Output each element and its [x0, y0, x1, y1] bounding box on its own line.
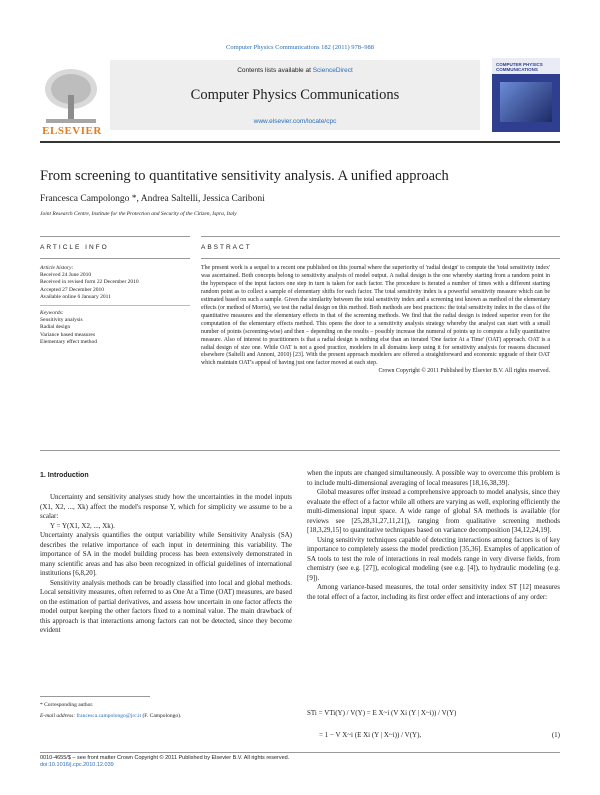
author-list: Francesca Campolongo *, Andrea Saltelli, Jessica Cariboni: [40, 194, 265, 204]
abstract-copyright: Crown Copyright © 2011 Published by Elsevier B.V. All rights reserved.: [378, 368, 550, 375]
keywords-title: Keywords:: [40, 310, 64, 317]
equation-line: = 1 − V X~i (E Xi (Y | X~i)) / V(Y),: [319, 731, 422, 739]
elsevier-tree-logo: [40, 65, 102, 127]
masthead-banner: [110, 60, 480, 130]
footnote-rule: [40, 696, 150, 697]
affiliation: Joint Research Centre, Institute for the Protection and Security of the Citizen, Ispra, Italy: [40, 211, 237, 217]
history-item: Received 24 June 2010: [40, 272, 92, 279]
equation-number: (1): [551, 731, 560, 739]
article-info-label: ARTICLE INFO: [40, 244, 109, 251]
body-right-column: [307, 469, 560, 602]
journal-reference[interactable]: Computer Physics Communications 182 (2011) 978–988: [226, 44, 374, 51]
info-label-rule: [40, 258, 190, 259]
info-top-rule: [40, 236, 190, 237]
article-info-column: [40, 265, 190, 346]
history-item: Received in revised form 22 December 2010: [40, 279, 139, 286]
cover-title: COMPUTER PHYSICS COMMUNICATIONS: [496, 62, 543, 72]
paragraph: Uncertainty and sensitivity analyses study how the uncertainties in the model inputs (X1, X2, ..., Xk) affect the model's response Y, which for simplicity we assume to be a scalar:: [40, 493, 292, 520]
abstract-top-rule: [201, 236, 560, 237]
journal-title: Computer Physics Communications: [190, 87, 400, 103]
history-item: Accepted 27 December 2010: [40, 286, 104, 293]
equation-1: [307, 705, 560, 751]
paragraph: Uncertainty analysis quantifies the output variability while Sensitivity Analysis (SA) describes the relative importance of each input in determining this variability. The importance of SA in the model building process has been extensively demonstrated in many scientific areas and has also been recognized in official guidelines of international institutions [6,8,20].: [40, 531, 292, 577]
elsevier-wordmark: ELSEVIER: [42, 125, 102, 137]
contents-prefix: Contents lists available at: [237, 67, 313, 74]
paragraph: Among variance-based measures, the total order sensitivity index ST [12] measures the total effect of a factor, including its first order effect and interactions of any order:: [307, 583, 560, 601]
abstract-label: ABSTRACT: [201, 244, 252, 251]
email-link[interactable]: francesca.campolongo@jrc.it: [76, 713, 142, 719]
footer-copyright: [40, 755, 289, 769]
abstract-body: [201, 265, 550, 376]
header-divider: [40, 141, 560, 143]
section-heading: 1. Introduction: [40, 472, 89, 479]
email-suffix: (F. Campolongo).: [141, 713, 182, 719]
paragraph: Sensitivity analysis methods can be broadly classified into local and global methods. Local sensitivity measures, often referred to as One At a Time (OAT) measures, are based on the estimation of partial derivatives, and assess how uncertain in one factor affects the model output keeping the other factors fixed to a nominal value. The main drawback of this approach is that interactions among factors can not be detected, since they become evident: [40, 578, 292, 634]
body-left-column: [40, 493, 292, 636]
doi-link[interactable]: doi:10.1016/j.cpc.2010.12.039: [40, 762, 114, 768]
front-matter-line: 0010-4655/$ – see front matter Crown Copyright © 2011 Published by Elsevier B.V. All rights reserved.: [40, 755, 290, 761]
keyword: Radial design: [40, 324, 71, 331]
email-label: E-mail address:: [40, 713, 77, 719]
paragraph: when the inputs are changed simultaneously. A possible way to overcome this problem is to include multi-dimensional averaging of local measures [18,16,38,39].: [307, 469, 560, 487]
keyword: Sensitivity analysis: [40, 317, 83, 324]
paragraph: Global measures offer instead a comprehensive approach to model analysis, since they evaluate the effect of a factor while all others are varying as well, exploring efficiently the multi-dimensional input space. A wide range of global SA methods is available (for reviews see [25,28,31,27,11,21]), ranging from qualitative screening methods [18,3,29,15] to quantitative techniques based on variance decomposition [34,12,24,19].: [307, 488, 560, 534]
corresponding-author-note: * Corresponding author.: [40, 702, 94, 708]
email-line: [40, 711, 181, 722]
equation-y: Y = Y(X1, X2, ..., Xk).: [50, 521, 115, 530]
history-title: Article history:: [40, 265, 74, 271]
cover-image: [500, 82, 552, 122]
paragraph: Using sensitivity techniques capable of detecting interactions among factors is of key importance to completely assess the model prediction [35,36]. Examples of application of SA tools to test the role of interactions in real models range in very diverse fields, from chemistry (see e.g. [27]), ecological modeling (see e.g. [4]), to hydraulic modeling (e.g. [9]).: [307, 535, 560, 582]
journal-url-link[interactable]: www.elsevier.com/locate/cpc: [253, 118, 337, 125]
contents-line: [110, 67, 480, 74]
abstract-text: The present work is a sequel to a recent one published on this journal where the superiority of 'radial design' to compute the 'total sensitivity index' was ascertained. Both concepts belong to sensitivity analysis of model output. A radial design is the one whereby starting from a random point in the hyperspace of the input factors one step in turn is taken for each factor. The procedure is iterated a number of times with a different starting random point as to collect a sample of elementary shifts for each factor. The total sensitivity index is a powerful sensitivity measure which can be estimated based on such a sample. Given the similarity between the total sensitivity index and a screening test known as method of the elementary effects (or method of Morris), we test the radial design on this method. Both methods are best practices: the total sensitivity index in the class of the quantitative measures and the elementary effects in that of the screening methods. We find that the radial design is indeed superior even for the computation of the elementary effects method. This opens the door to a sensitivity analysis strategy whereby the analyst can start with a small number of points (screening-wise) and then – depending on the results – possibly increase the numeral of points up to compute a fully quantitative measure. Also of interest to practitioners is that a radial design is nothing else than an iterated 'One factor At a Time' (OAT) approach. OAT is a radial design of size one. While OAT is not a good practice, modelers in all domains keep using it for sensitivity analysis for reasons discussed elsewhere (Saltelli and Annoni, 2010) [23]. With the present approach modelers are offered a straightforward and economic upgrade of their OAT which maintain OAT's appeal of having just one factor moved at each step.: [201, 265, 550, 367]
keyword: Elementary effect method: [40, 338, 98, 345]
footnote: [40, 700, 181, 722]
info-separator: [40, 301, 190, 306]
journal-cover-thumbnail: [492, 58, 560, 132]
abstract-label-rule: [201, 258, 560, 259]
journal-masthead: [40, 55, 560, 137]
footer-rule: [40, 752, 560, 753]
equation-line: STi = VTi(Y) / V(Y) = E X~i (V Xi (Y | X~i)) / V(Y): [307, 709, 457, 717]
sciencedirect-link[interactable]: ScienceDirect: [312, 67, 353, 74]
keyword: Variance based measures: [40, 331, 95, 338]
abstract-bottom-rule: [40, 450, 560, 451]
history-item: Available online 6 January 2011: [40, 293, 111, 300]
paper-title: From screening to quantitative sensitivity analysis. A unified approach: [40, 168, 449, 184]
